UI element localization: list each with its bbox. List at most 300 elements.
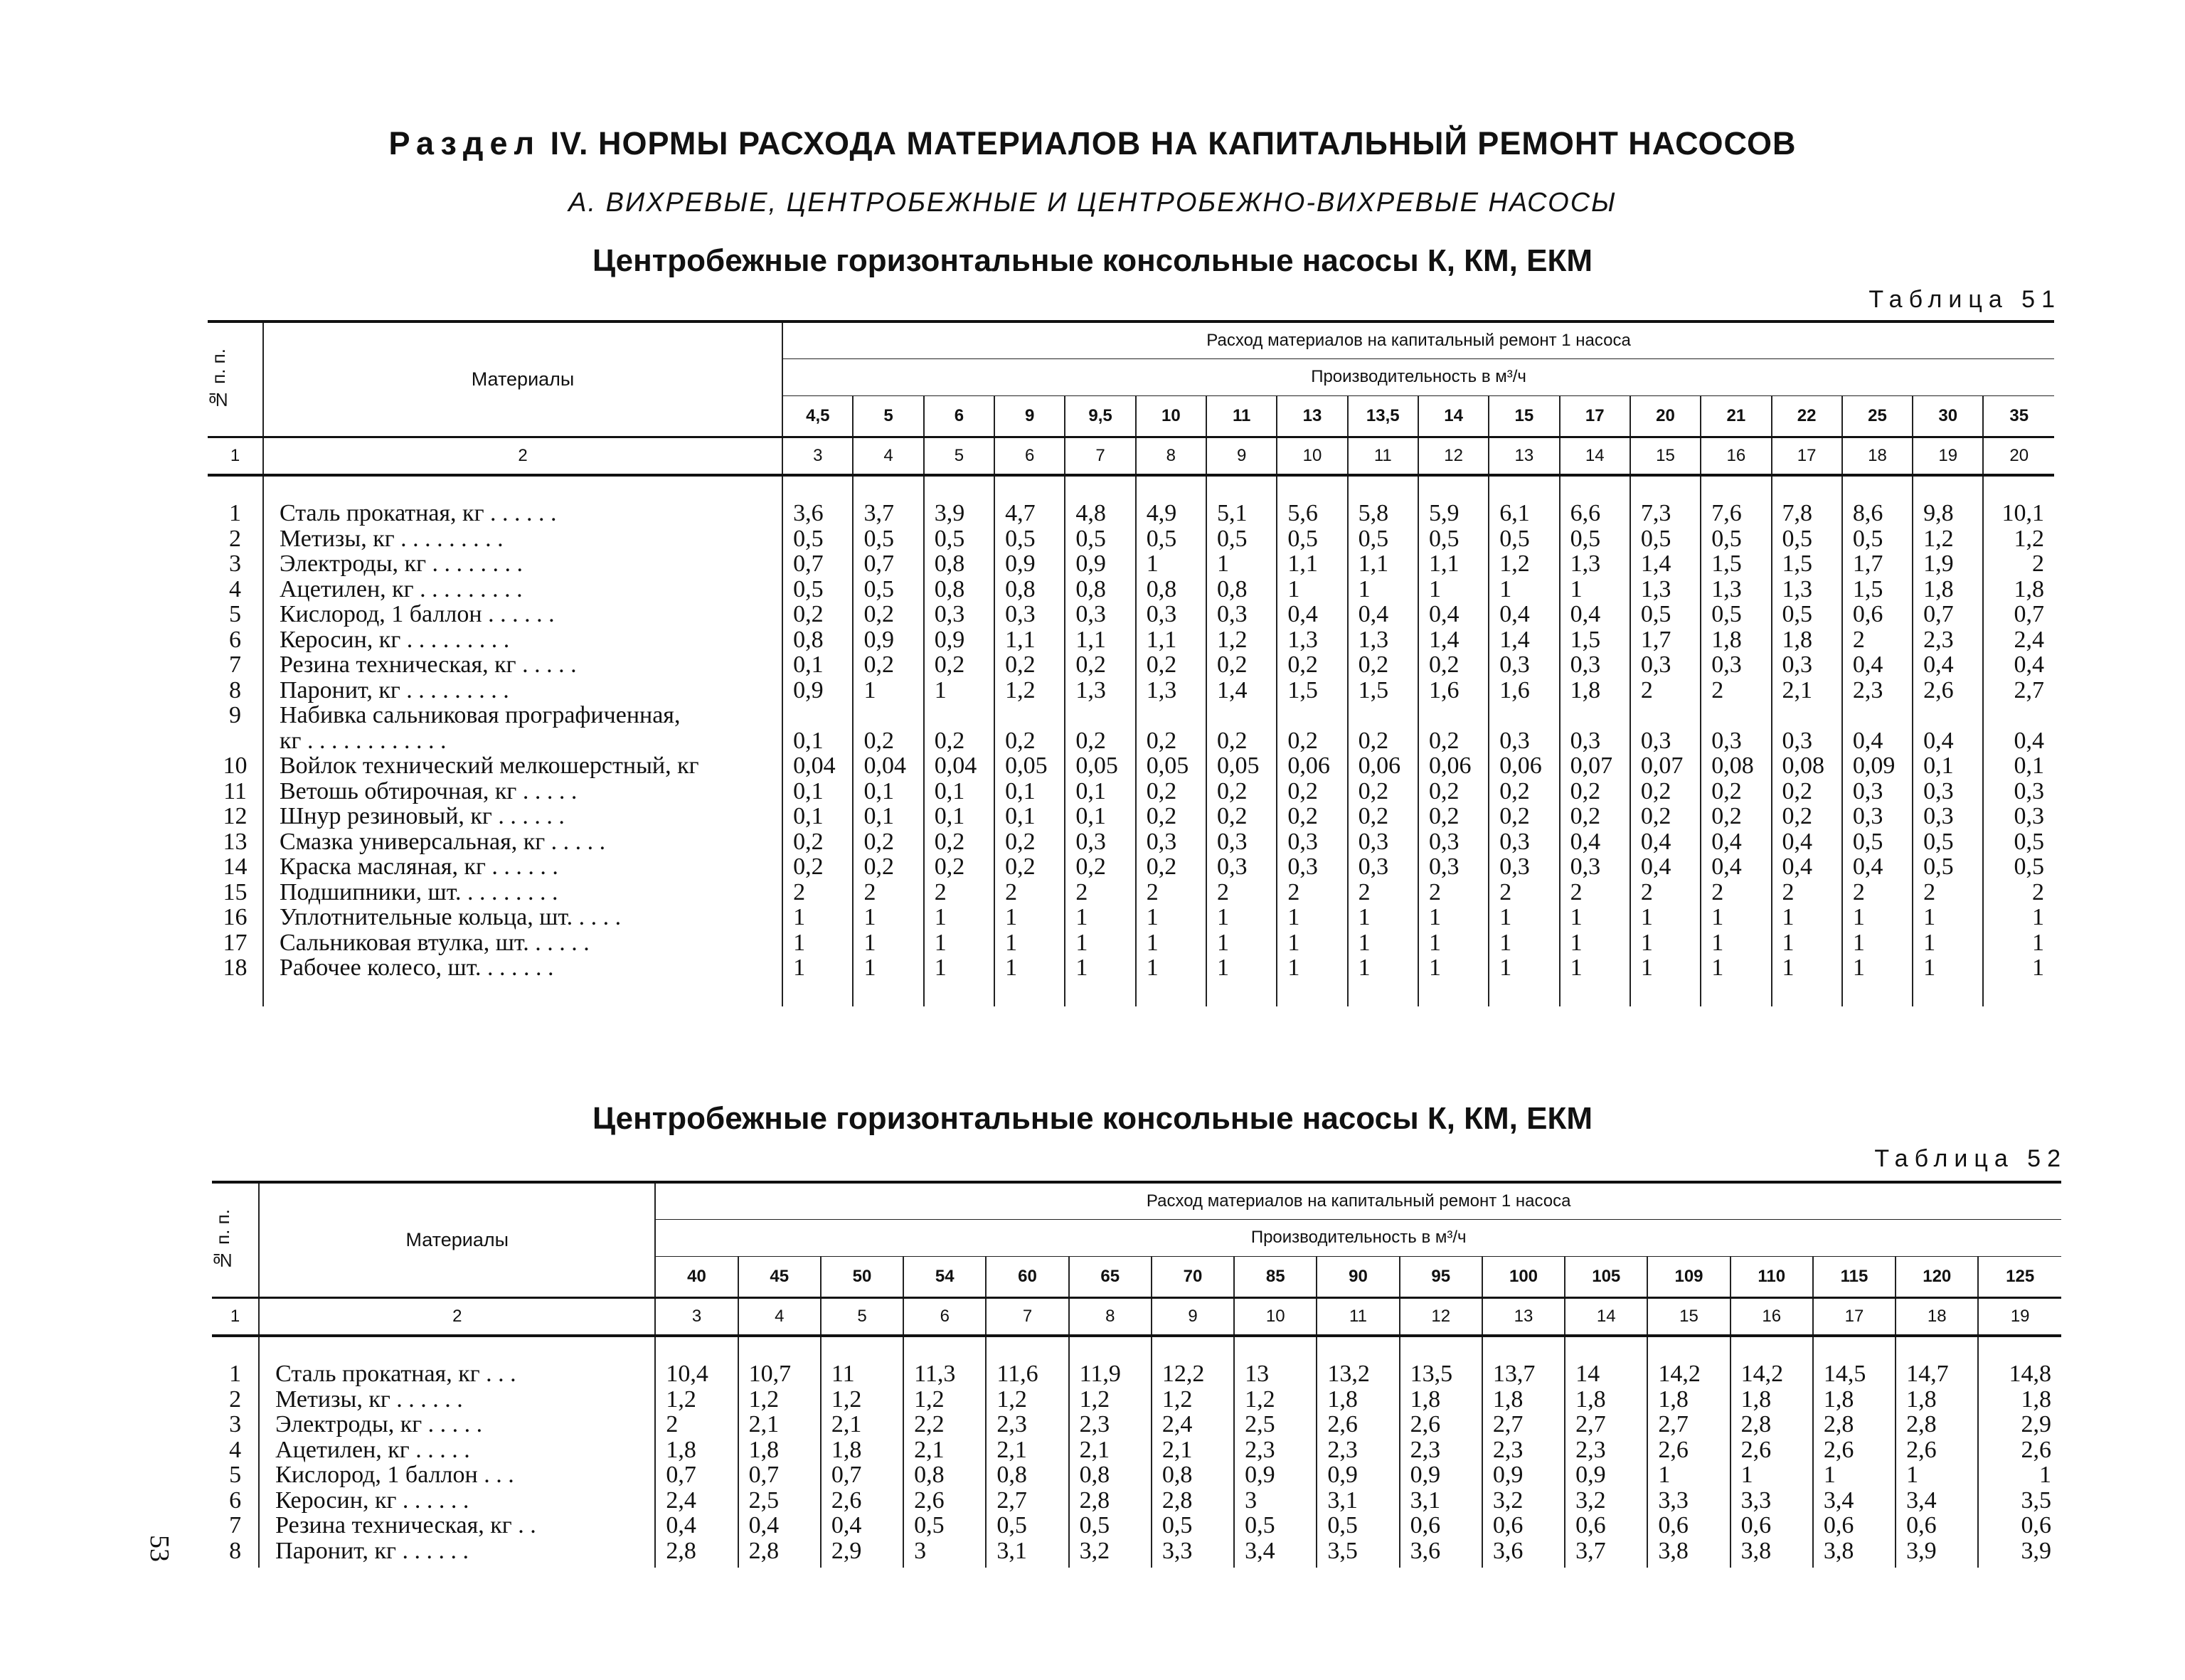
value-cell: 0,09 (1842, 753, 1913, 779)
value-cell: 10,4 (655, 1361, 738, 1387)
col-index-header: № п. п. (212, 1182, 259, 1297)
value-cell: 2 (1842, 627, 1913, 653)
value-cell: 2,6 (1317, 1412, 1399, 1437)
value-cell: 10,7 (738, 1361, 821, 1387)
value-cell: 0,5 (1772, 526, 1842, 552)
value-cell: 2,1 (1772, 678, 1842, 703)
value-cell: 1 (1701, 955, 1771, 981)
value-cell: 2,5 (1234, 1412, 1317, 1437)
row-number: 7 (212, 1513, 259, 1538)
capacity-header: 105 (1565, 1256, 1647, 1297)
value-cell: 11,6 (986, 1361, 1068, 1387)
value-cell: 1,8 (1913, 577, 1983, 602)
value-cell: 1,3 (1277, 627, 1347, 653)
value-cell: 2,2 (903, 1412, 986, 1437)
value-cell: 3,6 (1482, 1538, 1565, 1564)
value-cell: 1,8 (1565, 1387, 1647, 1413)
value-cell: 0,04 (924, 753, 994, 779)
value-cell: 0,2 (1065, 854, 1135, 880)
value-cell: 2 (1630, 678, 1701, 703)
row-number: 14 (208, 854, 263, 880)
value-cell: 0,5 (2014, 829, 2044, 854)
value-cell: 0,8 (986, 1462, 1068, 1488)
row-number: 1 (208, 501, 263, 526)
column-number: 11 (1348, 437, 1418, 475)
value-cell: 1 (1418, 905, 1489, 930)
value-cell: 0,3 (1418, 854, 1489, 880)
column-number: 6 (903, 1297, 986, 1336)
value-cell: 1,9 (1913, 551, 1983, 577)
value-cell: 0,4 (1630, 854, 1701, 880)
group-header: Расход материалов на капитальный ремонт 1 насоса (782, 321, 2054, 358)
value-cell: 0,9 (1565, 1462, 1647, 1488)
value-cell: 1 (1418, 955, 1489, 981)
value-cell: 0,2 (1136, 703, 1206, 753)
value-cell: 2,3 (1482, 1437, 1565, 1463)
value-cell: 3,2 (1069, 1538, 1152, 1564)
value-cell: 0,8 (1065, 577, 1135, 602)
value-cell: 1,2 (1206, 627, 1277, 653)
column-number: 9 (1206, 437, 1277, 475)
table-row (208, 627, 2054, 653)
value-cell: 5,8 (1348, 501, 1418, 526)
value-cell: 0,5 (1630, 526, 1701, 552)
value-cell: 1 (1896, 1462, 1978, 1488)
value-cell: 0,2 (1277, 804, 1347, 829)
row-number: 11 (208, 779, 263, 804)
value-cell: 0,4 (1560, 602, 1630, 627)
value-cell: 1 (1277, 955, 1347, 981)
value-cell: 5,1 (1206, 501, 1277, 526)
value-cell: 0,2 (1206, 703, 1277, 753)
value-cell: 0,6 (1813, 1513, 1896, 1538)
value-cell: 11,3 (903, 1361, 986, 1387)
value-cell: 0,04 (853, 753, 923, 779)
value-cell: 1,1 (1065, 627, 1135, 653)
value-cell: 7,3 (1630, 501, 1701, 526)
capacity-header: 11 (1206, 395, 1277, 437)
value-cell: 0,5 (1489, 526, 1559, 552)
value-cell: 1,8 (1647, 1387, 1730, 1413)
value-cell: 3,6 (782, 501, 853, 526)
value-cell: 0,7 (853, 551, 923, 577)
value-cell: 1,8 (2021, 1386, 2051, 1412)
value-cell: 1 (1348, 905, 1418, 930)
table-row (208, 779, 2054, 804)
value-cell: 3,3 (1731, 1488, 1813, 1514)
value-cell: 1,3 (1701, 577, 1771, 602)
column-number: 1 (212, 1297, 259, 1336)
value-cell: 0,2 (994, 703, 1065, 753)
material-name: Метизы, кг . . . . . . (259, 1387, 655, 1413)
value-cell: 2 (1560, 880, 1630, 905)
column-number: 2 (263, 437, 782, 475)
column-number: 15 (1647, 1297, 1730, 1336)
value-cell: 0,2 (853, 703, 923, 753)
table-row (208, 905, 2054, 930)
material-name: Резина техническая, кг . . (259, 1513, 655, 1538)
value-cell: 0,05 (1065, 753, 1135, 779)
value-cell: 0,06 (1277, 753, 1347, 779)
value-cell: 2,9 (2021, 1412, 2051, 1437)
value-cell: 0,1 (782, 804, 853, 829)
row-number: 9 (208, 703, 263, 753)
value-cell: 1 (994, 930, 1065, 956)
value-cell: 2,4 (1152, 1412, 1234, 1437)
value-cell: 1 (1701, 930, 1771, 956)
value-cell: 0,2 (782, 829, 853, 855)
section-title: Раздел IV. НОРМЫ РАСХОДА МАТЕРИАЛОВ НА КАПИТАЛЬНЫЙ РЕМОНТ НАСОСОВ (388, 125, 1797, 161)
material-name: Краска масляная, кг . . . . . . (263, 854, 782, 880)
value-cell: 1,1 (1277, 551, 1347, 577)
value-cell: 6,1 (1489, 501, 1559, 526)
value-cell: 1 (1560, 955, 1630, 981)
value-cell: 2,1 (738, 1412, 821, 1437)
value-cell: 3,4 (1234, 1538, 1317, 1564)
value-cell: 0,4 (738, 1513, 821, 1538)
capacity-header: 85 (1234, 1256, 1317, 1297)
value-cell: 2,3 (1400, 1437, 1482, 1463)
value-cell: 3,9 (2021, 1538, 2051, 1563)
value-cell: 1 (2032, 930, 2044, 955)
value-cell: 1,8 (1813, 1387, 1896, 1413)
value-cell: 2,4 (2014, 627, 2044, 652)
column-number: 17 (1772, 437, 1842, 475)
sub-header: Производительность в м³/ч (655, 1219, 2061, 1256)
value-cell: 0,5 (1206, 526, 1277, 552)
value-cell: 0,9 (853, 627, 923, 653)
row-number: 15 (208, 880, 263, 905)
value-cell: 1 (1418, 577, 1489, 602)
row-number: 7 (208, 652, 263, 678)
column-number: 18 (1896, 1297, 1978, 1336)
value-cell: 0,3 (1206, 829, 1277, 855)
value-cell: 2 (994, 880, 1065, 905)
material-name: Набивка сальниковая прографиченная, кг . . . . . . . . . . . . (263, 703, 782, 753)
value-cell: 0,3 (924, 602, 994, 627)
column-number: 20 (1983, 437, 2054, 475)
value-cell: 0,3 (994, 602, 1065, 627)
value-cell: 1,8 (1560, 678, 1630, 703)
value-cell: 1 (1277, 577, 1347, 602)
value-cell: 1,4 (1630, 551, 1701, 577)
table-row (208, 652, 2054, 678)
value-cell: 3,6 (1400, 1538, 1482, 1564)
value-cell: 0,5 (1630, 602, 1701, 627)
value-cell: 1 (1913, 930, 1983, 956)
value-cell: 1,2 (994, 678, 1065, 703)
capacity-header: 120 (1896, 1256, 1978, 1297)
value-cell: 0,5 (1065, 526, 1135, 552)
value-cell: 2 (1842, 880, 1913, 905)
capacity-header: 13,5 (1348, 395, 1418, 437)
value-cell: 0,2 (1560, 779, 1630, 804)
page-number: 53 (144, 1535, 174, 1562)
value-cell: 0,4 (1772, 829, 1842, 855)
row-number: 10 (208, 753, 263, 779)
value-cell: 2,8 (1731, 1412, 1813, 1437)
value-cell: 0,3 (1489, 703, 1559, 753)
value-cell: 0,05 (994, 753, 1065, 779)
column-number: 11 (1317, 1297, 1399, 1336)
value-cell: 1 (1489, 905, 1559, 930)
value-cell: 3,8 (1731, 1538, 1813, 1564)
value-cell: 13,7 (1482, 1361, 1565, 1387)
value-cell: 0,2 (1277, 779, 1347, 804)
value-cell: 2 (1913, 880, 1983, 905)
value-cell: 0,2 (853, 652, 923, 678)
value-cell: 0,9 (1482, 1462, 1565, 1488)
material-name: Кислород, 1 баллон . . . . . . (263, 602, 782, 627)
value-cell: 1 (782, 905, 853, 930)
col-index-header: № п. п. (208, 321, 263, 437)
value-cell: 0,6 (2021, 1513, 2051, 1538)
value-cell: 0,7 (821, 1462, 903, 1488)
table-row (212, 1513, 2061, 1538)
value-cell: 3,4 (1896, 1488, 1978, 1514)
value-cell: 0,4 (1348, 602, 1418, 627)
value-cell: 3,8 (1813, 1538, 1896, 1564)
value-cell: 0,2 (1136, 779, 1206, 804)
column-number: 14 (1560, 437, 1630, 475)
value-cell: 0,8 (782, 627, 853, 653)
value-cell: 1 (1277, 930, 1347, 956)
value-cell: 0,1 (994, 779, 1065, 804)
value-cell: 0,2 (1772, 779, 1842, 804)
column-number: 12 (1400, 1297, 1482, 1336)
value-cell: 1,5 (1560, 627, 1630, 653)
value-cell: 2,7 (1647, 1412, 1730, 1437)
column-number: 19 (1978, 1297, 2061, 1336)
table52 (212, 1181, 2061, 1568)
value-cell: 1 (1842, 930, 1913, 956)
value-cell: 0,1 (924, 779, 994, 804)
value-cell: 0,3 (1630, 703, 1701, 753)
value-cell: 1,8 (1400, 1387, 1482, 1413)
material-name: Керосин, кг . . . . . . . . . (263, 627, 782, 653)
value-cell: 1 (1813, 1462, 1896, 1488)
value-cell: 0,5 (1701, 526, 1771, 552)
value-cell: 13 (1234, 1361, 1317, 1387)
value-cell: 2,8 (738, 1538, 821, 1564)
value-cell: 0,3 (1136, 602, 1206, 627)
value-cell: 14 (1565, 1361, 1647, 1387)
value-cell: 0,5 (1842, 526, 1913, 552)
column-number: 15 (1630, 437, 1701, 475)
value-cell: 1 (1489, 955, 1559, 981)
value-cell: 1 (1772, 955, 1842, 981)
value-cell: 1 (1560, 905, 1630, 930)
table-row (212, 1462, 2061, 1488)
value-cell: 1,8 (1317, 1387, 1399, 1413)
value-cell: 1 (853, 955, 923, 981)
value-cell: 1 (1489, 930, 1559, 956)
capacity-header: 6 (924, 395, 994, 437)
value-cell: 0,5 (1842, 829, 1913, 855)
capacity-header: 13 (1277, 395, 1347, 437)
value-cell: 2,5 (738, 1488, 821, 1514)
value-cell: 5,9 (1418, 501, 1489, 526)
value-cell: 4,7 (994, 501, 1065, 526)
value-cell: 1 (1560, 930, 1630, 956)
value-cell: 2 (1065, 880, 1135, 905)
value-cell: 2,1 (986, 1437, 1068, 1463)
value-cell: 2 (1277, 880, 1347, 905)
value-cell: 1 (924, 930, 994, 956)
value-cell: 0,9 (1234, 1462, 1317, 1488)
value-cell: 0,2 (1065, 652, 1135, 678)
value-cell: 0,1 (853, 779, 923, 804)
value-cell: 0,2 (1206, 804, 1277, 829)
row-number: 17 (208, 930, 263, 956)
table-row (208, 551, 2054, 577)
value-cell: 3,4 (1813, 1488, 1896, 1514)
value-cell: 0,5 (903, 1513, 986, 1538)
table-row (208, 501, 2054, 526)
value-cell: 7,8 (1772, 501, 1842, 526)
value-cell: 1,2 (738, 1387, 821, 1413)
value-cell: 2 (1206, 880, 1277, 905)
capacity-header: 15 (1489, 395, 1559, 437)
material-name: Керосин, кг . . . . . . (259, 1488, 655, 1514)
value-cell: 0,1 (924, 804, 994, 829)
value-cell: 2,6 (1400, 1412, 1482, 1437)
table-row (208, 930, 2054, 956)
column-number: 13 (1489, 437, 1559, 475)
row-number: 6 (212, 1488, 259, 1514)
value-cell: 1 (2039, 1462, 2051, 1488)
value-cell: 0,6 (1896, 1513, 1978, 1538)
value-cell: 0,5 (2014, 854, 2044, 880)
table-row (208, 804, 2054, 829)
value-cell: 2,7 (1565, 1412, 1647, 1437)
value-cell: 0,7 (2014, 602, 2044, 627)
value-cell: 2,6 (903, 1488, 986, 1514)
value-cell: 0,2 (1348, 652, 1418, 678)
capacity-header: 125 (2006, 1266, 2035, 1286)
value-cell: 1 (1136, 930, 1206, 956)
value-cell: 1,4 (1418, 627, 1489, 653)
capacity-header: 109 (1647, 1256, 1730, 1297)
value-cell: 1,5 (1277, 678, 1347, 703)
value-cell: 2 (2032, 879, 2044, 905)
column-number: 3 (655, 1297, 738, 1336)
value-cell: 3,1 (1317, 1488, 1399, 1514)
value-cell: 3,5 (2021, 1487, 2051, 1513)
value-cell: 1 (924, 678, 994, 703)
capacity-header: 50 (821, 1256, 903, 1297)
value-cell: 1 (1348, 577, 1418, 602)
capacity-header: 70 (1152, 1256, 1234, 1297)
value-cell: 0,2 (1348, 703, 1418, 753)
column-number: 9 (1152, 1297, 1234, 1336)
row-number: 12 (208, 804, 263, 829)
value-cell: 0,5 (1701, 602, 1771, 627)
value-cell: 0,2 (1772, 804, 1842, 829)
value-cell: 0,8 (1206, 577, 1277, 602)
column-number: 10 (1277, 437, 1347, 475)
value-cell: 0,7 (782, 551, 853, 577)
value-cell: 0,2 (1489, 804, 1559, 829)
table52-heading: Центробежные горизонтальные консольные насосы К, КМ, ЕКМ (592, 1101, 1593, 1136)
table-row (212, 1437, 2061, 1463)
value-cell: 2,6 (821, 1488, 903, 1514)
value-cell: 0,2 (1136, 804, 1206, 829)
col-material-header: Материалы (263, 321, 782, 437)
value-cell: 0,2 (1630, 804, 1701, 829)
capacity-header: 17 (1560, 395, 1630, 437)
value-cell: 13,2 (1317, 1361, 1399, 1387)
value-cell: 1 (1136, 905, 1206, 930)
value-cell: 1,1 (1348, 551, 1418, 577)
table-row (208, 829, 2054, 855)
value-cell: 2,8 (1069, 1488, 1152, 1514)
value-cell: 3,1 (1400, 1488, 1482, 1514)
value-cell: 0,06 (1348, 753, 1418, 779)
capacity-header: 30 (1913, 395, 1983, 437)
row-number: 2 (212, 1387, 259, 1413)
value-cell: 1,2 (1152, 1387, 1234, 1413)
value-cell: 0,3 (1701, 703, 1771, 753)
value-cell: 0,3 (1560, 652, 1630, 678)
value-cell: 1,3 (1136, 678, 1206, 703)
value-cell: 1,2 (903, 1387, 986, 1413)
value-cell: 1,7 (1630, 627, 1701, 653)
table51 (208, 320, 2054, 1006)
value-cell: 1,3 (1560, 551, 1630, 577)
value-cell: 0,2 (1348, 779, 1418, 804)
value-cell: 1,8 (738, 1437, 821, 1463)
value-cell: 0,3 (1206, 602, 1277, 627)
column-number: 3 (782, 437, 853, 475)
capacity-header: 110 (1731, 1256, 1813, 1297)
value-cell: 1 (782, 930, 853, 956)
value-cell: 0,5 (1913, 854, 1983, 880)
value-cell: 0,8 (903, 1462, 986, 1488)
value-cell: 3,8 (1647, 1538, 1730, 1564)
value-cell: 1,2 (1069, 1387, 1152, 1413)
value-cell: 2,6 (1896, 1437, 1978, 1463)
value-cell: 0,3 (1772, 703, 1842, 753)
value-cell: 1,2 (986, 1387, 1068, 1413)
value-cell: 0,2 (1418, 652, 1489, 678)
value-cell: 2 (1772, 880, 1842, 905)
value-cell: 2,1 (903, 1437, 986, 1463)
value-cell: 1 (1348, 955, 1418, 981)
value-cell: 0,2 (1560, 804, 1630, 829)
value-cell: 1 (1630, 930, 1701, 956)
value-cell: 0,2 (1701, 779, 1771, 804)
value-cell: 3,3 (1152, 1538, 1234, 1564)
value-cell: 0,1 (2014, 753, 2044, 779)
value-cell: 0,1 (994, 804, 1065, 829)
table-row (208, 678, 2054, 703)
value-cell: 0,3 (1630, 652, 1701, 678)
value-cell: 2 (2032, 551, 2044, 577)
value-cell: 0,3 (1206, 854, 1277, 880)
material-name: Подшипники, шт. . . . . . . . . (263, 880, 782, 905)
value-cell: 0,1 (782, 652, 853, 678)
value-cell: 14,5 (1813, 1361, 1896, 1387)
value-cell: 1 (1842, 905, 1913, 930)
value-cell: 0,4 (1701, 854, 1771, 880)
value-cell: 1 (1560, 577, 1630, 602)
value-cell: 0,7 (1913, 602, 1983, 627)
value-cell: 0,07 (1560, 753, 1630, 779)
material-name: Ацетилен, кг . . . . . (259, 1437, 655, 1463)
material-name: Войлок технический мелкошерстный, кг (263, 753, 782, 779)
value-cell: 1 (1772, 905, 1842, 930)
